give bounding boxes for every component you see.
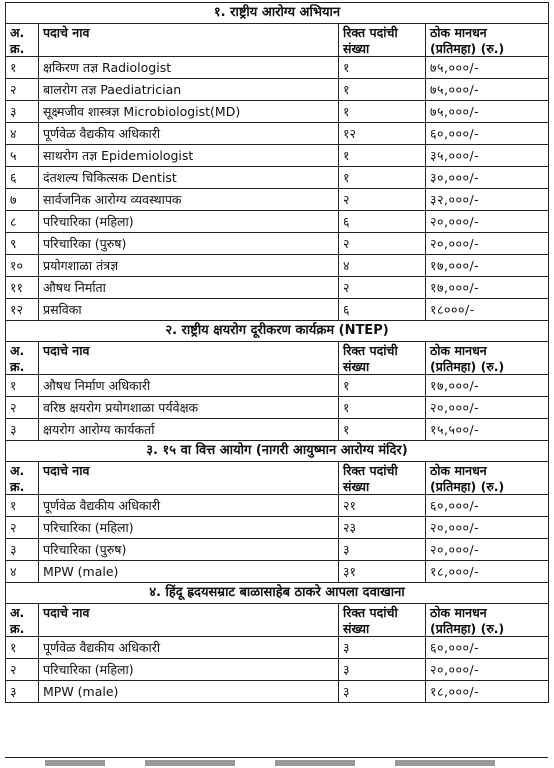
header-line: अ. [10,605,25,620]
cell-sr: २ [6,79,39,101]
cell-pay: ३०,०००/- [426,167,549,189]
header-line: क्र. [10,479,25,494]
cell-pay: ६०,०००/- [426,495,549,517]
cell-pay: १५,५००/- [426,419,549,441]
column-header-row [6,24,549,57]
cell-pay: २०,०००/- [426,233,549,255]
cell-post-name: परिचारिका (महिला) [39,211,339,233]
cell-pay: ६०,०००/- [426,123,549,145]
cell-vacancy: १ [339,101,426,123]
cell-pay: २०,०००/- [426,211,549,233]
header-line: (प्रतिमहा) (रु.) [430,621,505,636]
table-row [6,397,549,419]
header-line: संख्या [343,41,370,56]
section-title: १. राष्ट्रीय आरोग्य अभियान [6,3,549,24]
header-line: अ. [10,25,25,40]
header-line: क्र. [10,359,25,374]
section-title-row [6,321,549,342]
table-row [6,637,549,659]
table-row [6,189,549,211]
header-pay [426,342,549,375]
cell-sr: २ [6,517,39,539]
cell-pay: २०,०००/- [426,517,549,539]
cell-vacancy: ६ [339,211,426,233]
table-row [6,419,549,441]
table-row [6,561,549,583]
section-title: ३. १५ वा वित्त आयोग (नागरी आयुष्मान आरोग्य मंदिर) [6,441,549,462]
header-line: संख्या [343,359,370,374]
header-post: पदाचे नाव [39,342,339,375]
cell-pay: ७५,०००/- [426,79,549,101]
cell-vacancy: ३ [339,637,426,659]
column-header-row [6,604,549,637]
cell-sr: ११ [6,277,39,299]
vacancy-table [5,2,549,703]
cell-vacancy: २ [339,277,426,299]
section-title-row [6,3,549,24]
header-line: (प्रतिमहा) (रु.) [430,41,505,56]
cell-sr: ३ [6,681,39,703]
table-row [6,539,549,561]
cell-post-name: प्रयोगशाळा तंत्रज्ञ [39,255,339,277]
cell-sr: २ [6,397,39,419]
cell-post-name: क्षयरोग आरोग्य कार्यकर्ता [39,419,339,441]
cell-post-name: साथरोग तज्ञ Epidemiologist [39,145,339,167]
cell-post-name: सार्वजनिक आरोग्य व्यवस्थापक [39,189,339,211]
cell-vacancy: ६ [339,299,426,321]
cell-post-name: MPW (male) [39,561,339,583]
cell-pay: २०,०००/- [426,397,549,419]
header-vacancy [339,342,426,375]
table-row [6,79,549,101]
cell-pay: २०,०००/- [426,539,549,561]
header-sr [6,604,39,637]
table-row [6,681,549,703]
header-line: (प्रतिमहा) (रु.) [430,359,505,374]
cell-vacancy: ४ [339,255,426,277]
header-vacancy [339,604,426,637]
section-title-row [6,441,549,462]
header-line: ठोक मानधन [430,343,487,358]
cell-vacancy: २३ [339,517,426,539]
cell-vacancy: १ [339,375,426,397]
cell-sr: १ [6,637,39,659]
cell-post-name: परिचारिका (महिला) [39,659,339,681]
header-pay [426,604,549,637]
header-post: पदाचे नाव [39,24,339,57]
header-line: रिक्त पदांची [343,25,398,40]
column-header-row [6,342,549,375]
table-row [6,517,549,539]
cell-pay: ३५,०००/- [426,145,549,167]
cell-vacancy: १ [339,57,426,79]
cell-pay: १७,०००/- [426,277,549,299]
table-row [6,255,549,277]
header-line: ठोक मानधन [430,605,487,620]
cell-pay: १७,०००/- [426,255,549,277]
header-line: संख्या [343,621,370,636]
header-sr [6,24,39,57]
cell-sr: ९ [6,233,39,255]
cell-post-name: पूर्णवेळ वैद्यकीय अधिकारी [39,495,339,517]
cell-vacancy: ३१ [339,561,426,583]
cell-vacancy: ३ [339,659,426,681]
cell-post-name: परिचारिका (पुरुष) [39,233,339,255]
cell-sr: २ [6,659,39,681]
header-line: (प्रतिमहा) (रु.) [430,479,505,494]
table-row [6,375,549,397]
cell-sr: ८ [6,211,39,233]
cell-sr: ३ [6,101,39,123]
cell-sr: ३ [6,419,39,441]
cell-pay: २०,०००/- [426,659,549,681]
cell-post-name: वरिष्ठ क्षयरोग प्रयोगशाळा पर्यवेक्षक [39,397,339,419]
cell-vacancy: १२ [339,123,426,145]
table-row [6,57,549,79]
column-header-row [6,462,549,495]
header-line: ठोक मानधन [430,463,487,478]
cell-vacancy: १ [339,397,426,419]
table-row [6,233,549,255]
table-row [6,145,549,167]
table-row [6,495,549,517]
cell-sr: १ [6,375,39,397]
header-line: रिक्त पदांची [343,463,398,478]
cell-post-name: दंतशल्य चिकित्सक Dentist [39,167,339,189]
cell-post-name: पूर्णवेळ वैद्यकीय अधिकारी [39,637,339,659]
header-pay [426,24,549,57]
cell-sr: १ [6,495,39,517]
cell-post-name: औषध निर्माण अधिकारी [39,375,339,397]
cell-post-name: बालरोग तज्ञ Paediatrician [39,79,339,101]
header-line: संख्या [343,479,370,494]
cell-pay: १८०००/- [426,299,549,321]
cell-post-name: परिचारिका (पुरुष) [39,539,339,561]
cell-sr: १० [6,255,39,277]
header-line: ठोक मानधन [430,25,487,40]
table-row [6,123,549,145]
cropped-next-row [5,757,548,768]
cell-vacancy: १ [339,167,426,189]
cell-pay: ७५,०००/- [426,57,549,79]
cell-sr: ४ [6,123,39,145]
cell-sr: ५ [6,145,39,167]
header-post: पदाचे नाव [39,462,339,495]
cell-post-name: पूर्णवेळ वैद्यकीय अधिकारी [39,123,339,145]
cell-pay: ६०,०००/- [426,637,549,659]
header-pay [426,462,549,495]
header-line: अ. [10,463,25,478]
header-post: पदाचे नाव [39,604,339,637]
header-vacancy [339,24,426,57]
cell-vacancy: १ [339,419,426,441]
header-sr [6,462,39,495]
cell-post-name: सूक्ष्मजीव शास्त्रज्ञ Microbiologist(MD) [39,101,339,123]
header-vacancy [339,462,426,495]
cell-post-name: परिचारिका (महिला) [39,517,339,539]
header-line: क्र. [10,41,25,56]
cell-vacancy: १ [339,79,426,101]
cell-post-name: क्षकिरण तज्ञ Radiologist [39,57,339,79]
cell-pay: १७,०००/- [426,375,549,397]
cell-pay: १८,०००/- [426,681,549,703]
cell-pay: ३२,०००/- [426,189,549,211]
cell-pay: ७५,०००/- [426,101,549,123]
section-title: २. राष्ट्रीय क्षयरोग दूरीकरण कार्यक्रम (NTEP) [6,321,549,342]
table-row [6,659,549,681]
cell-post-name: MPW (male) [39,681,339,703]
table-row [6,167,549,189]
section-title-row [6,583,549,604]
cell-vacancy: २१ [339,495,426,517]
cell-vacancy: २ [339,233,426,255]
cell-vacancy: ३ [339,539,426,561]
header-line: रिक्त पदांची [343,343,398,358]
cell-sr: ३ [6,539,39,561]
header-line: अ. [10,343,25,358]
cell-vacancy: २ [339,189,426,211]
section-title: ४. हिंदू ह्रदयसम्राट बाळासाहेब ठाकरे आपला दवाखाना [6,583,549,604]
cell-pay: १८,०००/- [426,561,549,583]
cell-sr: ६ [6,167,39,189]
cell-post-name: प्रसविका [39,299,339,321]
table-row [6,299,549,321]
cell-sr: ४ [6,561,39,583]
recruitment-document [5,2,548,703]
header-sr [6,342,39,375]
cell-sr: ७ [6,189,39,211]
table-row [6,211,549,233]
cell-post-name: औषध निर्माता [39,277,339,299]
table-row [6,101,549,123]
cell-sr: १२ [6,299,39,321]
table-row [6,277,549,299]
header-line: क्र. [10,621,25,636]
header-line: रिक्त पदांची [343,605,398,620]
cell-vacancy: ३ [339,681,426,703]
cell-sr: १ [6,57,39,79]
cell-vacancy: १ [339,145,426,167]
